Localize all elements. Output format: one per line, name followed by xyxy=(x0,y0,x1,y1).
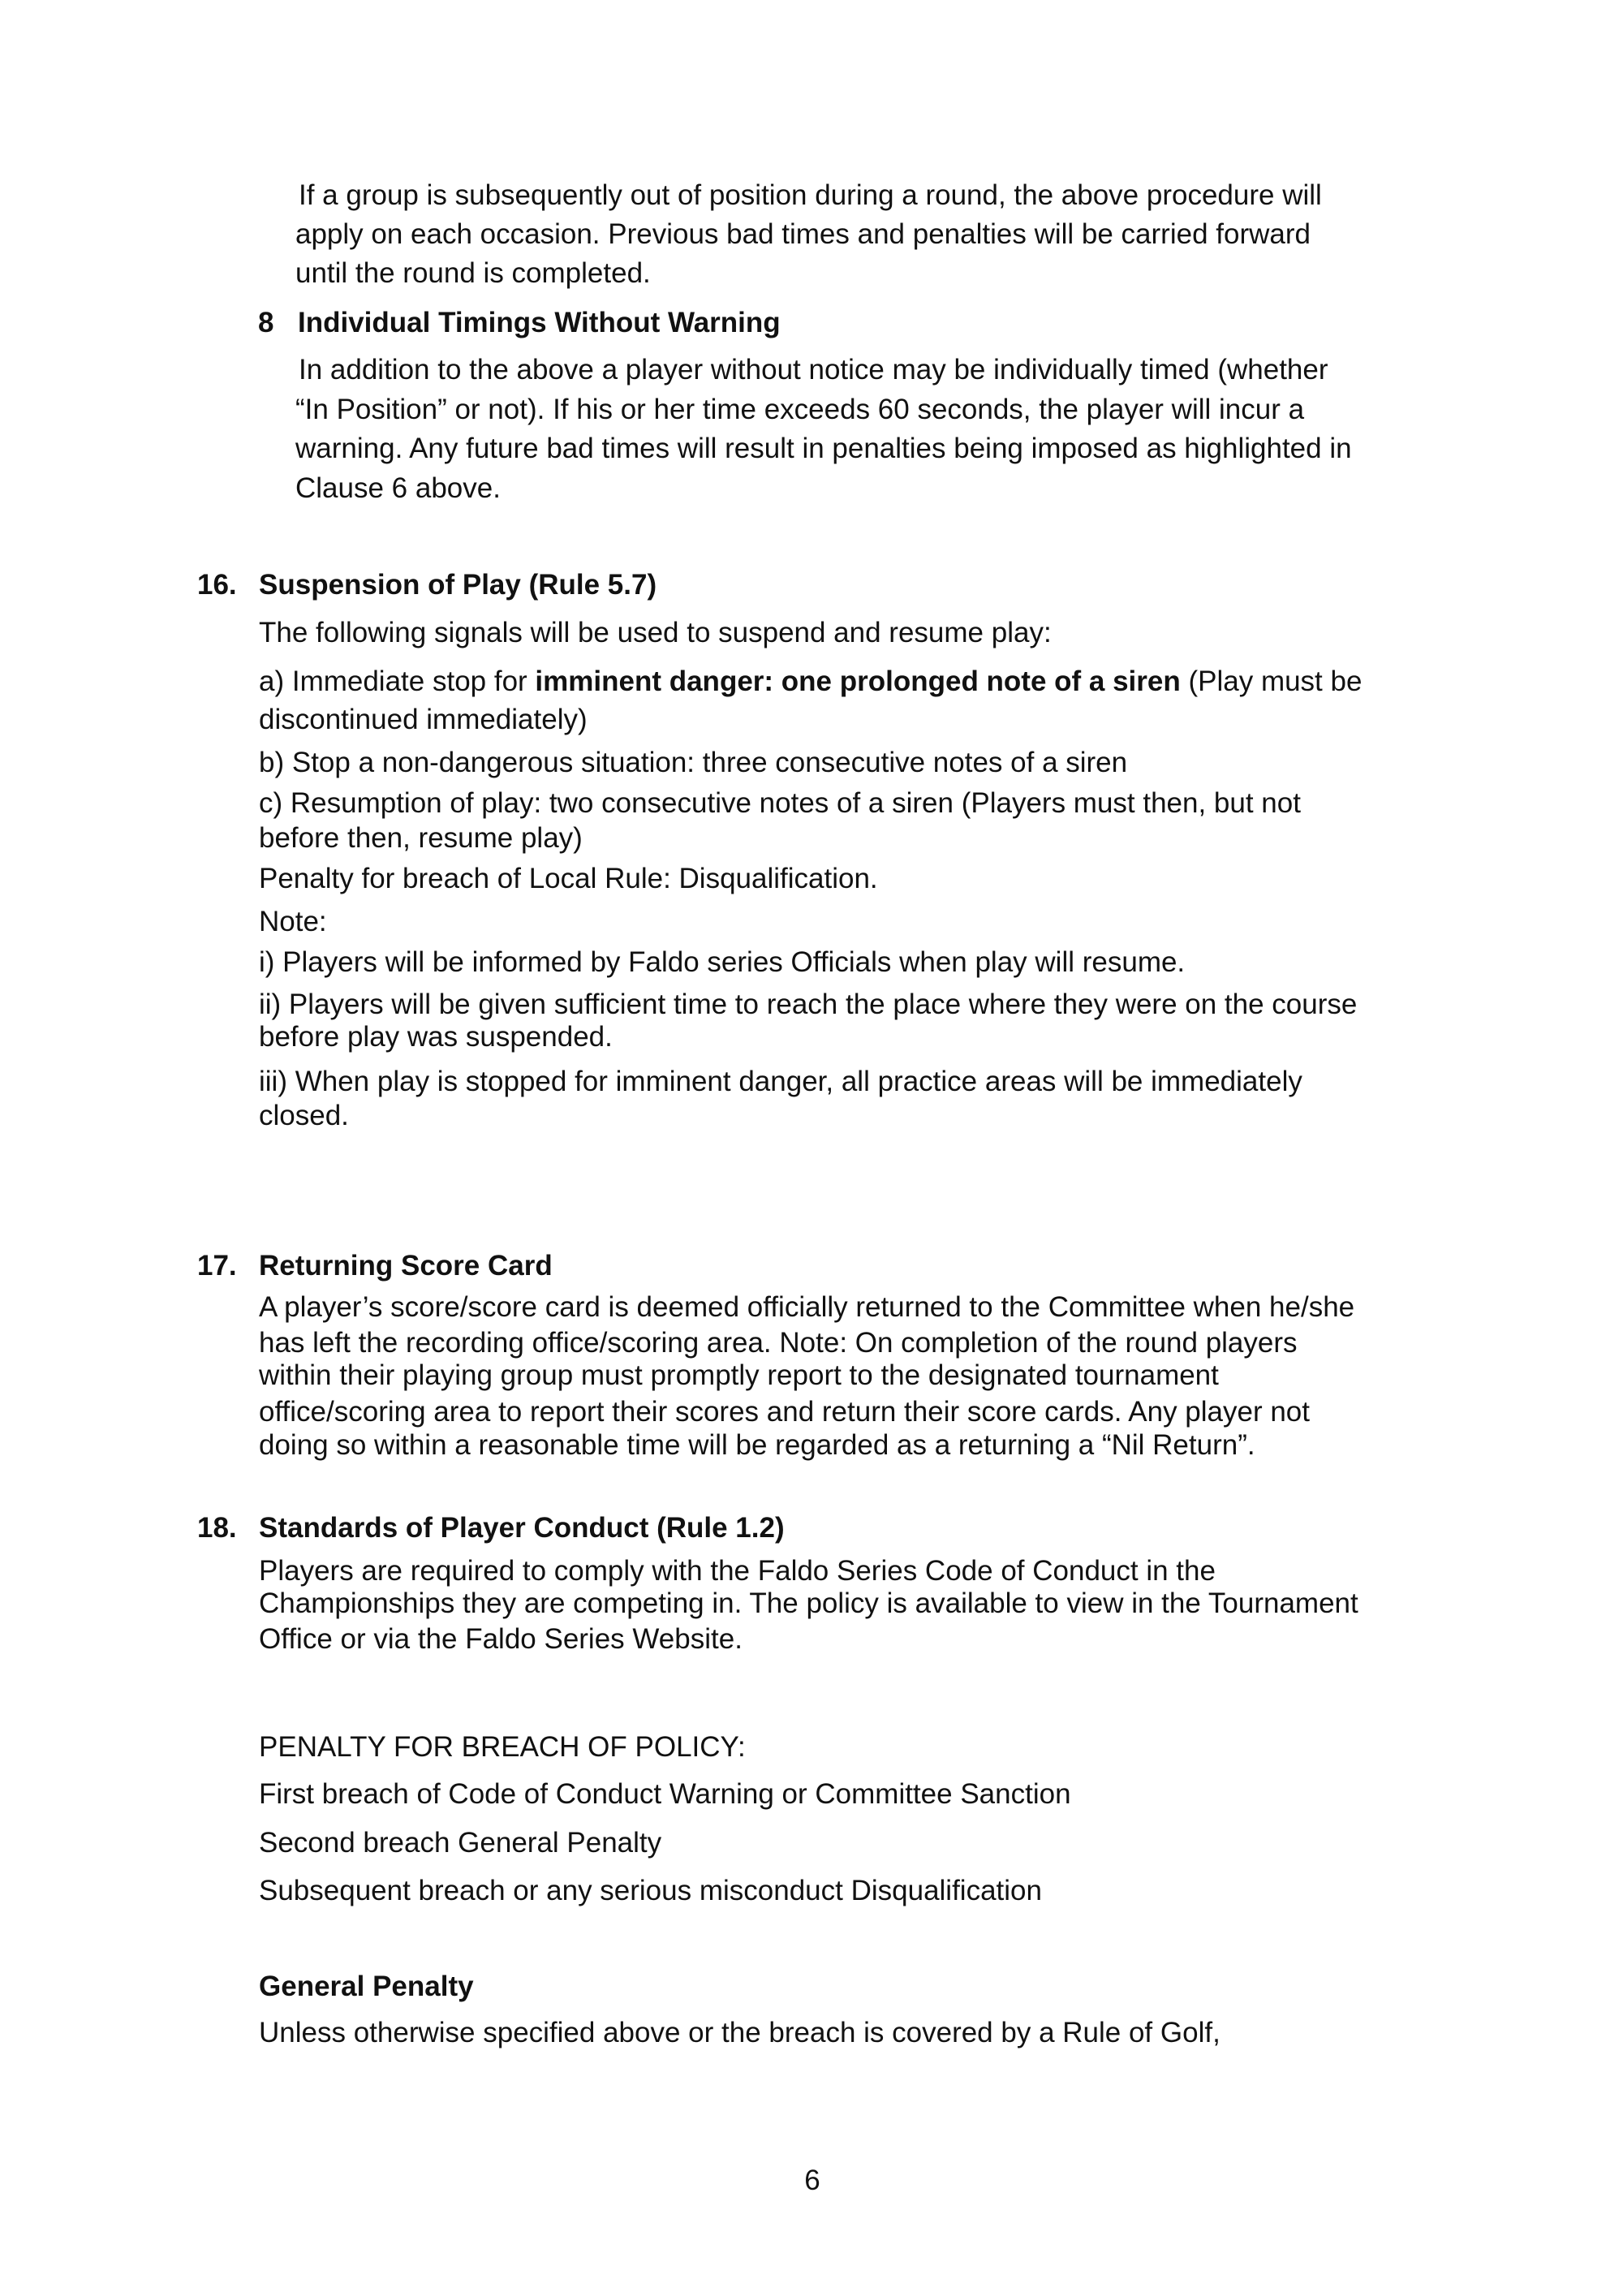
penalty-heading: PENALTY FOR BREACH OF POLICY: xyxy=(259,1731,746,1763)
paragraph-line: Office or via the Faldo Series Website. xyxy=(259,1623,743,1655)
section-heading: Returning Score Card xyxy=(259,1250,553,1282)
paragraph-line: If a group is subsequently out of position during a round, the above procedure will xyxy=(299,179,1322,211)
paragraph-line: “In Position” or not). If his or her time exceeds 60 seconds, the player will incur a xyxy=(295,394,1305,425)
paragraph-line: doing so within a reasonable time will be regarded as a returning a “Nil Return”. xyxy=(259,1429,1255,1461)
signal-c: c) Resumption of play: two consecutive notes of a siren (Players must then, but not xyxy=(259,787,1301,819)
signal-a-prefix: a) Immediate stop for xyxy=(259,666,536,697)
signal-a-line2: discontinued immediately) xyxy=(259,704,588,735)
signal-c-line2: before then, resume play) xyxy=(259,822,583,854)
page-number: 6 xyxy=(804,2165,820,2196)
paragraph-line: Championships they are competing in. The policy is available to view in the Tournament xyxy=(259,1587,1358,1619)
clause-number: 8 xyxy=(258,307,274,338)
signal-a-bold: imminent danger: one prolonged note of a siren xyxy=(535,666,1181,697)
penalty-item: Second breach General Penalty xyxy=(259,1827,662,1859)
paragraph-line: Clause 6 above. xyxy=(295,472,501,504)
penalty-item: First breach of Code of Conduct Warning or Committee Sanction xyxy=(259,1778,1071,1810)
signal-b: b) Stop a non-dangerous situation: three consecutive notes of a siren xyxy=(259,747,1128,778)
section-number: 16. xyxy=(197,569,237,601)
note-ii-line2: before play was suspended. xyxy=(259,1021,613,1053)
paragraph-line: has left the recording office/scoring area. Note: On completion of the round players xyxy=(259,1327,1298,1359)
general-penalty-heading: General Penalty xyxy=(259,1971,474,2002)
note-ii: ii) Players will be given sufficient time to reach the place where they were on the course xyxy=(259,989,1358,1020)
signal-a-suffix: (Play must be xyxy=(1180,666,1363,697)
section-intro: The following signals will be used to suspend and resume play: xyxy=(259,617,1052,648)
section-heading: Suspension of Play (Rule 5.7) xyxy=(259,569,657,601)
paragraph-line: Players are required to comply with the Faldo Series Code of Conduct in the xyxy=(259,1555,1216,1587)
section-heading: Standards of Player Conduct (Rule 1.2) xyxy=(259,1512,785,1544)
penalty-item: Subsequent breach or any serious misconduct Disqualification xyxy=(259,1875,1042,1906)
paragraph-line: until the round is completed. xyxy=(295,257,651,289)
note-i: i) Players will be informed by Faldo series Officials when play will resume. xyxy=(259,946,1186,978)
section-number: 17. xyxy=(197,1250,237,1282)
paragraph-line: Unless otherwise specified above or the breach is covered by a Rule of Golf, xyxy=(259,2017,1220,2048)
penalty-line: Penalty for breach of Local Rule: Disqualification. xyxy=(259,863,878,894)
paragraph-line: In addition to the above a player without notice may be individually timed (whether xyxy=(299,354,1328,386)
paragraph-line: warning. Any future bad times will result in penalties being imposed as highlighted in xyxy=(295,433,1352,464)
paragraph-line: office/scoring area to report their scores and return their score cards. Any player not xyxy=(259,1396,1310,1428)
signal-a xyxy=(259,667,1362,696)
clause-heading: Individual Timings Without Warning xyxy=(298,307,781,338)
note-iii-line2: closed. xyxy=(259,1100,349,1131)
note-iii: iii) When play is stopped for imminent danger, all practice areas will be immediately xyxy=(259,1066,1302,1097)
section-number: 18. xyxy=(197,1512,237,1544)
paragraph-line: within their playing group must promptly report to the designated tournament xyxy=(259,1359,1219,1391)
paragraph-line: apply on each occasion. Previous bad times and penalties will be carried forward xyxy=(295,218,1311,250)
paragraph-line: A player’s score/score card is deemed officially returned to the Committee when he/she xyxy=(259,1291,1355,1323)
note-label: Note: xyxy=(259,906,327,937)
